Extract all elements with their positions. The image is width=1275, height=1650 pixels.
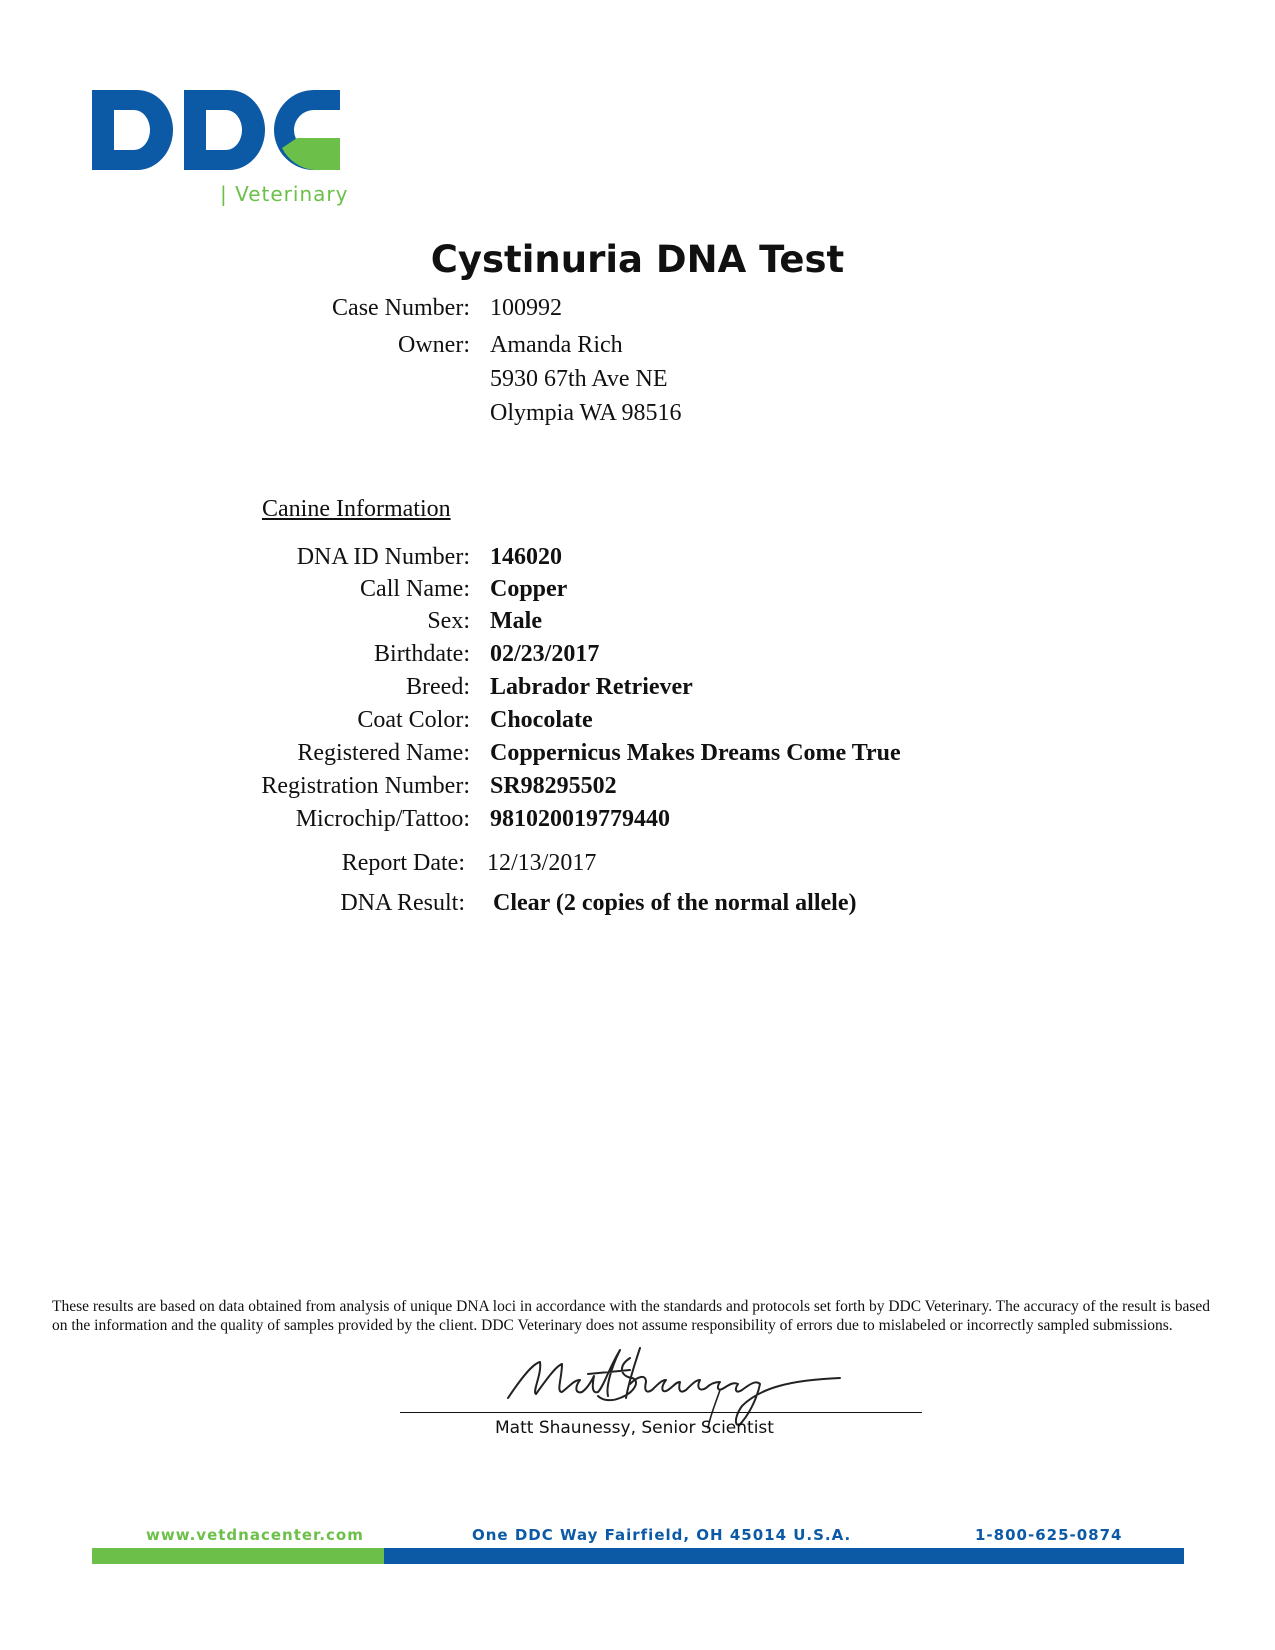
field-value: Coppernicus Makes Dreams Come True xyxy=(490,740,901,766)
dna-result-label: DNA Result: xyxy=(340,890,465,916)
owner-address1: 5930 67th Ave NE xyxy=(490,366,668,392)
footer-address: One DDC Way Fairfield, OH 45014 U.S.A. xyxy=(472,1526,852,1544)
footer-bar-blue xyxy=(384,1548,1184,1564)
footer-phone: 1-800-625-0874 xyxy=(975,1526,1123,1544)
owner-address-line1 xyxy=(0,366,1275,396)
field-call-name xyxy=(0,576,1275,606)
field-value: 02/23/2017 xyxy=(490,641,600,667)
field-label: Sex: xyxy=(427,608,470,634)
case-number-value: 100992 xyxy=(490,295,562,321)
dna-result-value: Clear (2 copies of the normal allele) xyxy=(493,890,857,916)
case-number-label: Case Number: xyxy=(332,295,470,321)
report-date-label: Report Date: xyxy=(341,850,465,876)
canine-info-heading: Canine Information xyxy=(262,496,451,522)
field-label: Coat Color: xyxy=(357,707,470,733)
case-number-row xyxy=(0,295,1275,325)
page-title: Cystinuria DNA Test xyxy=(430,238,845,281)
report-date-value: 12/13/2017 xyxy=(487,850,597,876)
owner-name: Amanda Rich xyxy=(490,332,623,358)
field-label: Microchip/Tattoo: xyxy=(295,806,470,832)
ddc-logo-mark xyxy=(92,90,352,180)
field-value: 146020 xyxy=(490,544,562,570)
field-label: Call Name: xyxy=(360,576,470,602)
field-value: Copper xyxy=(490,576,568,602)
field-label: Breed: xyxy=(406,674,470,700)
dna-result-row xyxy=(0,890,1275,920)
footer-bar-green xyxy=(92,1548,384,1564)
field-label: Registered Name: xyxy=(297,740,470,766)
signature-image xyxy=(470,1340,890,1430)
field-value: 981020019779440 xyxy=(490,806,670,832)
logo-subtitle: | Veterinary xyxy=(220,182,349,206)
signatory-name: Matt Shaunessy, Senior Scientist xyxy=(495,1418,774,1438)
field-microchip xyxy=(0,806,1275,836)
ddc-logo xyxy=(92,90,352,210)
field-value: SR98295502 xyxy=(490,773,617,799)
field-registration-number xyxy=(0,773,1275,803)
field-value: Chocolate xyxy=(490,707,593,733)
field-sex xyxy=(0,608,1275,638)
field-breed xyxy=(0,674,1275,704)
field-value: Labrador Retriever xyxy=(490,674,693,700)
owner-label: Owner: xyxy=(398,332,470,358)
owner-address2: Olympia WA 98516 xyxy=(490,400,682,426)
report-date-row xyxy=(0,850,1275,880)
field-label: DNA ID Number: xyxy=(296,544,470,570)
field-registered-name xyxy=(0,740,1275,770)
field-label: Birthdate: xyxy=(374,641,470,667)
field-label: Registration Number: xyxy=(261,773,470,799)
field-value: Male xyxy=(490,608,542,634)
owner-address-line2 xyxy=(0,400,1275,430)
footer-website: www.vetdnacenter.com xyxy=(146,1526,364,1544)
signature-line xyxy=(400,1412,922,1413)
owner-row xyxy=(0,332,1275,362)
field-birthdate xyxy=(0,641,1275,671)
field-coat-color xyxy=(0,707,1275,737)
disclaimer-text: These results are based on data obtained from analysis of unique DNA loci in accordance with the standards and protocols set forth by DDC Veterinary. The accuracy of the result is based on the information and the quality of samples provided by the client. DDC Veterinary does not assume responsibility of errors due to mislabeled or incorrectly sampled submissions. xyxy=(52,1298,1210,1334)
field-dna-id xyxy=(0,544,1275,574)
